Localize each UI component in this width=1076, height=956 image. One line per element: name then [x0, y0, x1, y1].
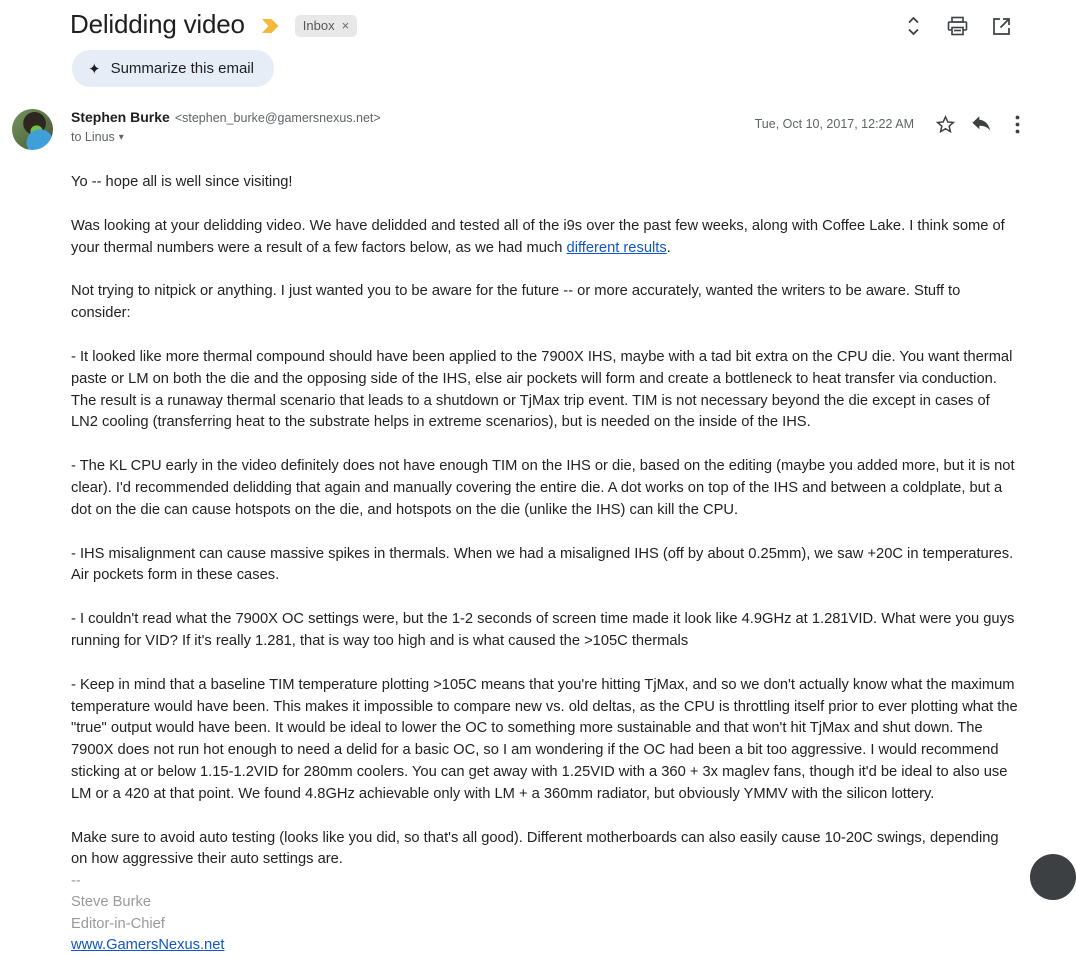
- message-header: [0, 87, 1044, 150]
- signature-divider: --: [71, 873, 81, 890]
- summarize-row: [0, 40, 1044, 87]
- inbox-chip-remove-icon[interactable]: ×: [341, 18, 350, 33]
- email-body: [0, 150, 1032, 956]
- body-paragraph-greeting: Yo -- hope all is well since visiting!: [71, 174, 293, 190]
- message-date: Tue, Oct 10, 2017, 12:22 AM: [754, 117, 914, 131]
- more-options-icon[interactable]: [1004, 111, 1030, 137]
- body-paragraph-point: - It looked like more thermal compound should have been applied to the 7900X IHS, maybe with a tad bit extra on the CPU die. You want thermal paste or LM on both the die and the opposing side of the IHS, else air pockets will form and create a bottleneck to heat transfer via conduction. The result is a runaway thermal scenario that leads to a shutdown or TjMax trip event. TIM is not necessary beyond the die except in cases of LN2 cooling (transferring heat to the substrate helps in extreme scenarios), but is needed on the inside of the IHS.: [71, 348, 1013, 431]
- subject-toolbar: [900, 13, 1028, 39]
- open-in-new-window-icon[interactable]: [988, 13, 1014, 39]
- recipient-label: to Linus: [71, 130, 115, 144]
- body-paragraph-consider: Not trying to nitpick or anything. I just wanted you to be aware for the future -- or more accurately, wanted the writers to be aware. Stuff to consider:: [71, 283, 961, 322]
- subject-row: [0, 0, 1044, 40]
- recipient-details-toggle[interactable]: [71, 130, 124, 144]
- gamersnexus-link[interactable]: www.GamersNexus.net: [71, 937, 225, 954]
- different-results-link[interactable]: different results: [566, 239, 667, 256]
- signature-name: Steve Burke: [71, 894, 152, 911]
- important-marker-icon: [261, 19, 281, 33]
- body-paragraph-point: - IHS misalignment can cause massive spikes in thermals. When we had a misaligned IHS (off by about 0.25mm), we saw +20C in temperatures. Air pockets form in these cases.: [71, 545, 1014, 584]
- summarize-button-label: Summarize this email: [110, 60, 254, 77]
- inbox-chip-label: Inbox: [302, 18, 335, 33]
- reply-icon[interactable]: [968, 111, 994, 137]
- body-paragraph-intro: [71, 216, 1018, 260]
- chevron-down-icon: ▾: [118, 131, 124, 143]
- sender-avatar[interactable]: [12, 109, 53, 150]
- email-subject-title: Delidding video: [70, 8, 245, 39]
- sender-block: [71, 109, 755, 146]
- star-icon[interactable]: [932, 111, 958, 137]
- intro-text: Was looking at your delidding video. We have delidded and tested all of the i9s over the past few weeks, along with Coffee Lake. I think some of your thermal numbers were a result of a few factors below, as we had much: [71, 217, 1005, 256]
- floating-action-circle[interactable]: [1030, 854, 1076, 900]
- expand-collapse-icon[interactable]: [900, 13, 926, 39]
- gemini-sparkle-icon: ✦: [88, 60, 101, 78]
- print-icon[interactable]: [944, 13, 970, 39]
- sender-email-address: <stephen_burke@gamersnexus.net>: [174, 111, 381, 125]
- body-paragraph-point: - The KL CPU early in the video definitely does not have enough TIM on the IHS or die, based on the editing (maybe you added more, but it is not clear). I'd recommended delidding that again and manually covering the entire die. A dot works on top of the IHS and between a coldplate, but a dot on the die can cause hotspots on the die, and hotspots on the die (unlike the IHS) can kill the CPU.: [71, 458, 1015, 518]
- email-signature: [71, 871, 1018, 956]
- intro-text-end: .: [666, 239, 671, 256]
- body-paragraph-closing: Make sure to avoid auto testing (looks like you did, so that's all good). Different motherboards can also easily cause 10-20C swings, depending on how aggressive their auto settings are.: [71, 829, 999, 868]
- inbox-label-chip[interactable]: [295, 15, 357, 37]
- summarize-email-button[interactable]: [72, 50, 274, 87]
- signature-title: Editor-in-Chief: [71, 915, 165, 932]
- message-header-actions: [755, 111, 1030, 137]
- body-paragraph-point: - Keep in mind that a baseline TIM temperature plotting >105C means that you're hitting TjMax, and so we don't actually know what the maximum temperature would have been. This makes it impossible to compare new vs. old deltas, as the CPU is throttling itself prior to ever plotting what the "true" output would have been. It would be ideal to lower the OC to something more sustainable and that won't hit TjMax and shut down. The 7900X does not run hot enough to need a delid for a basic OC, so I am wondering if the OC had been a bit too aggressive. I would recommend sticking at or below 1.15-1.2VID for 280mm coolers. You can get away with 1.25VID with a 360 + 3x maglev fans, though it'd be ideal to also use LM or a 420 at that point. We found 4.8GHz achievable only with LM + a 360mm radiator, but obviously YMMV with the silicon lottery.: [71, 676, 1018, 802]
- body-paragraph-point: - I couldn't read what the 7900X OC settings were, but the 1-2 seconds of screen time made it look like 4.9GHz at 1.281VID. What were you guys running for VID? If it's really 1.281, that is way too high and is what caused the >105C thermals: [71, 611, 1015, 649]
- sender-name: Stephen Burke: [71, 109, 170, 125]
